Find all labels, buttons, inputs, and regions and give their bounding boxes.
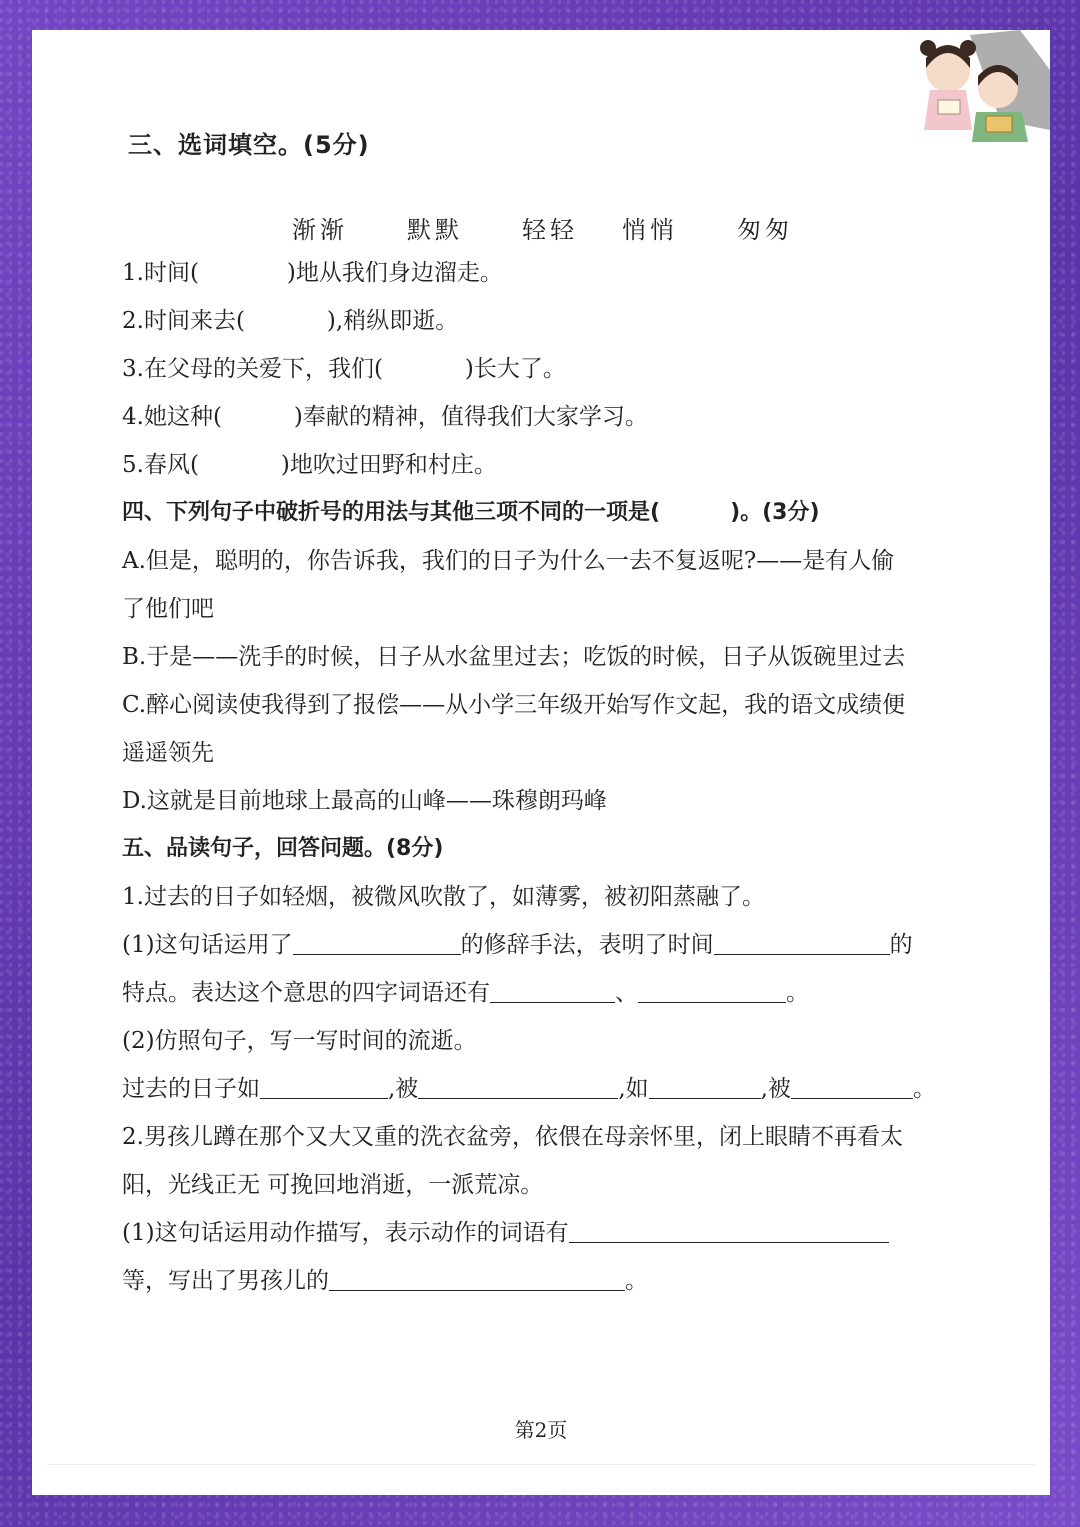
- answer-blank[interactable]: [714, 932, 890, 955]
- option-c: C.醉心阅读使我得到了报偿——从小学三年级开始写作文起，我的语文成绩便: [122, 692, 906, 718]
- question-text: (1)这句话运用动作描写，表示动作的词语有: [122, 1220, 569, 1246]
- answer-blank[interactable]: [490, 980, 615, 1003]
- children-reading-illustration: [900, 30, 1050, 155]
- fill-item-text: ),稍纵即逝。: [326, 308, 459, 334]
- fill-item-text: 3.在父母的关爱下，我们(: [122, 356, 383, 382]
- fill-item-text: 1.时间(: [122, 260, 199, 286]
- fill-item-1: [122, 258, 503, 288]
- question-text: (1)这句话运用了: [122, 932, 293, 958]
- answer-blank[interactable]: [569, 1220, 889, 1243]
- divider: [47, 1464, 1035, 1465]
- option-b: B.于是——洗手的时候，日子从水盆里过去；吃饭的时候，日子从饭碗里过去: [122, 644, 906, 670]
- word-bank-item: 轻轻: [522, 216, 578, 244]
- fill-item-2: [122, 306, 458, 336]
- fill-item-5: [122, 450, 497, 480]
- option-a: A.但是，聪明的，你告诉我，我们的日子为什么一去不复返呢?——是有人偷: [122, 548, 895, 574]
- fill-item-text: 4.她这种(: [122, 404, 222, 430]
- question-2: 2.男孩儿蹲在那个又大又重的洗衣盆旁，依偎在母亲怀里，闭上眼睛不再看太: [122, 1124, 903, 1150]
- question-1-1-cont: [122, 978, 809, 1008]
- fill-item-text: 5.春风(: [122, 452, 199, 478]
- word-bank-item: 默默: [407, 216, 463, 244]
- question-text: 过去的日子如: [122, 1076, 260, 1102]
- answer-blank[interactable]: [293, 932, 461, 955]
- page-number: 第2页: [514, 1418, 568, 1442]
- question-text: 。: [625, 1268, 648, 1294]
- question-1-2-answer: [122, 1074, 936, 1104]
- question-text: 的: [889, 932, 913, 958]
- question-1-2: (2)仿照句子，写一写时间的流逝。: [122, 1028, 477, 1054]
- option-c-cont: 遥遥领先: [122, 740, 214, 766]
- fill-item-3: [122, 354, 566, 384]
- option-d: D.这就是目前地球上最高的山峰——珠穆朗玛峰: [122, 788, 607, 814]
- question-text: 、: [615, 980, 638, 1006]
- question-text: 等，写出了男孩儿的: [122, 1268, 329, 1294]
- question-1-1: [122, 930, 913, 960]
- answer-blank[interactable]: [329, 1268, 625, 1291]
- section4-title: [122, 498, 820, 528]
- answer-blank[interactable]: [638, 980, 786, 1003]
- option-a-cont: 了他们吧: [122, 596, 214, 622]
- section5-title: 五、品读句子，回答问题。(8分): [122, 836, 444, 861]
- answer-blank[interactable]: [649, 1076, 761, 1099]
- fill-item-text: )地吹过田野和村庄。: [280, 452, 497, 478]
- word-bank: [122, 210, 1022, 244]
- question-text: ,被: [388, 1076, 419, 1102]
- word-bank-item: 匆匆: [737, 216, 793, 244]
- question-text: 特点。表达这个意思的四字词语还有: [122, 980, 490, 1006]
- section4-title-text: )。(3分): [730, 500, 820, 525]
- question-text: ,被: [760, 1076, 791, 1102]
- word-bank-item: 悄悄: [622, 216, 678, 244]
- question-text: ,如: [618, 1076, 649, 1102]
- question-text: 。: [912, 1076, 936, 1102]
- section4-title-text: 四、下列句子中破折号的用法与其他三项不同的一项是(: [122, 500, 661, 525]
- fill-item-text: )奉献的精神，值得我们大家学习。: [293, 404, 648, 430]
- answer-blank[interactable]: [791, 1076, 913, 1099]
- fill-item-text: 2.时间来去(: [122, 308, 245, 334]
- question-1: 1.过去的日子如轻烟，被微风吹散了，如薄雾，被初阳蒸融了。: [122, 884, 765, 910]
- answer-blank[interactable]: [418, 1076, 618, 1099]
- question-2-1: [122, 1218, 889, 1248]
- fill-item-4: [122, 402, 648, 432]
- question-text: 。: [786, 980, 809, 1006]
- worksheet-page: [32, 30, 1050, 1495]
- question-2-cont: 阳，光线正无 可挽回地消逝，一派荒凉。: [122, 1172, 544, 1198]
- fill-item-text: )地从我们身边溜走。: [286, 260, 503, 286]
- question-text: 的修辞手法，表明了时间: [460, 932, 714, 958]
- question-2-1-cont: [122, 1266, 648, 1296]
- word-bank-item: 渐渐: [292, 216, 348, 244]
- section3-title: 三、选词填空。(5分): [128, 131, 370, 159]
- fill-item-text: )长大了。: [464, 356, 566, 382]
- answer-blank[interactable]: [260, 1076, 388, 1099]
